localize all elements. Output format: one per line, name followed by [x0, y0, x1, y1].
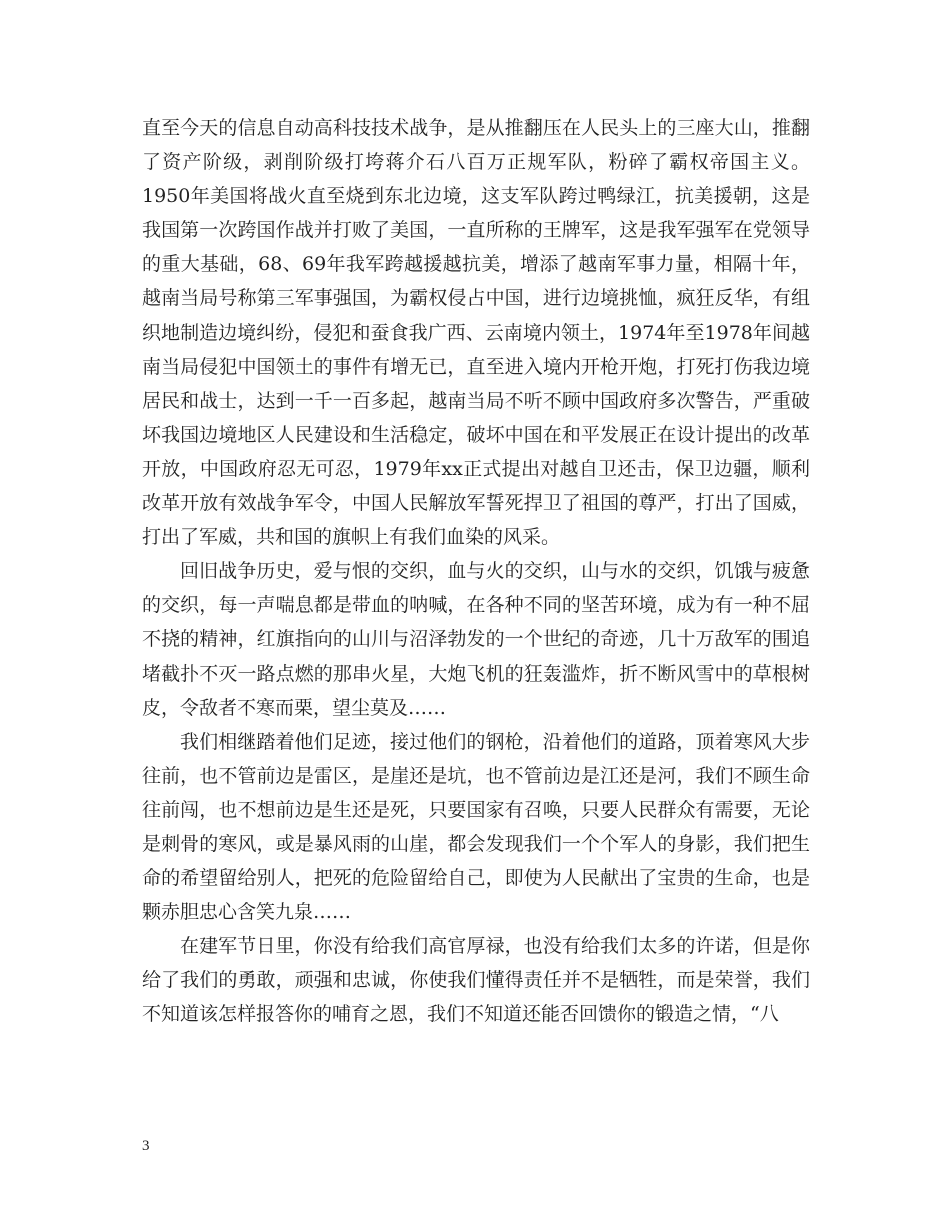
paragraph-4: 在建军节日里，你没有给我们高官厚禄，也没有给我们太多的许诺，但是你给了我们的勇敢，顽强和忠诚，你使我们懂得责任并不是牺牲，而是荣誉，我们不知道该怎样报答你的哺育之恩，我们不知道还能否回馈你的锻造之情，“八 — [142, 935, 810, 1026]
paragraph-2: 回旧战争历史，爱与恨的交织，血与火的交织，山与水的交织，饥饿与疲惫的交织，每一声喘息都是带血的呐喊，在各种不同的坚苦环境，成为有一种不屈不挠的精神，红旗指向的山川与沼泽勃发的一个世纪的奇迹，几十万敌军的围追堵截扑不灭一路点燃的那串火星，大炮飞机的狂轰滥炸，折不断风雪中的草根树皮，令敌者不寒而栗，望尘莫及…… — [142, 560, 810, 719]
paragraph-1: 直至今天的信息自动高科技技术战争，是从推翻压在人民头上的三座大山，推翻了资产阶级，剥削阶级打垮蒋介石八百万正规军队，粉碎了霸权帝国主义。1950年美国将战火直至烧到东北边境，这支军队跨过鸭绿江，抗美援朝，这是我国第一次跨国作战并打败了美国，一直所称的王牌军，这是我军强军在党领导的重大基础，68、69年我军跨越援越抗美，增添了越南军事力量，相隔十年，越南当局号称第三军事强国，为霸权侵占中国，进行边境挑恤，疯狂反华，有组织地制造边境纠纷，侵犯和蚕食我广西、云南境内领土，1974年至1978年间越南当局侵犯中国领土的事件有增无已，直至进入境内开枪开炮，打死打伤我边境居民和战士，达到一千一百多起，越南当局不听不顾中国政府多次警告，严重破坏我国边境地区人民建设和生活稳定，破坏中国在和平发展正在设计提出的改革开放，中国政府忍无可忍，1979年xx正式提出对越自卫还击，保卫边疆，顺利改革开放有效战争军令，中国人民解放军誓死捍卫了祖国的尊严，打出了国威，打出了军威，共和国的旗帜上有我们血染的风采。 — [142, 117, 810, 549]
page-number: 3 — [142, 1138, 150, 1154]
document-body — [142, 111, 810, 1032]
paragraph-3: 我们相继踏着他们足迹，接过他们的钢枪，沿着他们的道路，顶着寒风大步往前，也不管前边是雷区，是崖还是坑，也不管前边是江还是河，我们不顾生命往前闯，也不想前边是生还是死，只要国家有召唤，只要人民群众有需要，无论是刺骨的寒风，或是暴风雨的山崖，都会发现我们一个个军人的身影，我们把生命的希望留给别人，把死的危险留给自己，即使为人民献出了宝贵的生命，也是颗赤胆忠心含笑九泉…… — [142, 730, 810, 924]
